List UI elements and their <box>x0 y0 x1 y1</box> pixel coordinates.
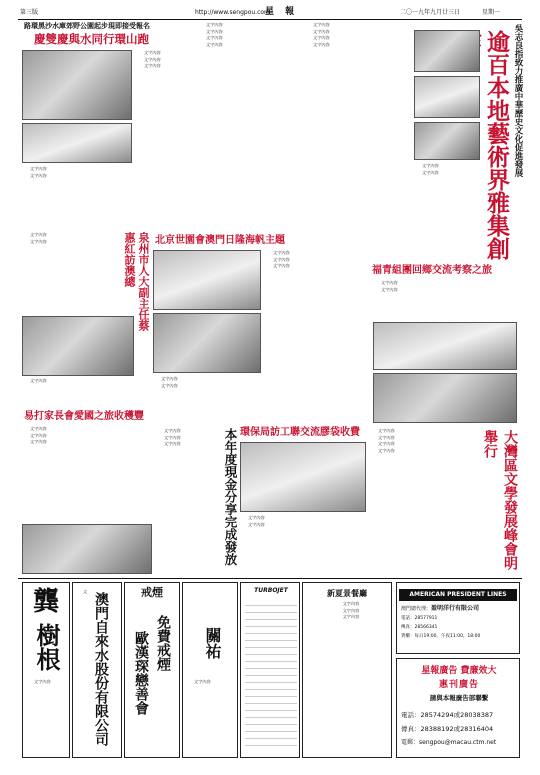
story1-kicker: 路環黑沙水庫郊野公園起步現即接受報名 <box>24 21 150 30</box>
ad5-logo: TURBOJET <box>254 587 288 594</box>
ad8-fax: 傳真：28388192或28316404 <box>401 725 494 733</box>
story1-body-right: 文字內容 文字內容 文字內容 <box>144 50 161 69</box>
story3-photo-tower <box>153 250 261 310</box>
masthead-url[interactable]: http://www.sengpou.com <box>195 9 270 16</box>
story2-body-col1: 文字內容 文字內容 文字內容 文字內容 <box>206 22 223 47</box>
story6-body: 文字內容 文字內容 <box>248 515 265 527</box>
ad4-title: 關祐 <box>203 627 222 659</box>
ad7-box[interactable] <box>396 582 520 654</box>
story6-headline: 環保局訪工聯交流膠袋收費 <box>240 427 360 438</box>
ad8-line3: 請與本報廣告部聯繫 <box>429 694 489 702</box>
story3-headline-right: 北京世園會澳門日隆海帆主題 <box>155 235 285 246</box>
ad8-box[interactable] <box>396 658 520 758</box>
story4-body: 文字內容 文字內容 <box>381 280 398 292</box>
ad7-agent-label: 澳門總代理： <box>401 606 432 612</box>
ad3-line1: 免費戒煙 <box>155 615 171 671</box>
ad6-box[interactable] <box>302 582 392 758</box>
story8-headline: 大灣區文學發展峰會明舉行 <box>482 430 518 570</box>
story1-photo-second <box>22 123 132 163</box>
story2-photo-top <box>414 30 480 72</box>
story3-body-right: 文字內容 文字內容 文字內容 <box>273 250 290 269</box>
story3-body-left-bottom: 文字內容 <box>30 378 47 383</box>
story3-headline-left: 泉州市人大副主任蔡惠紅訪澳總 <box>123 232 150 331</box>
ad3-line2: 歐漢琛戀善會 <box>133 631 149 715</box>
ad1-brand-bottom: 樹根 <box>32 623 61 671</box>
ad5-timetable <box>245 599 297 749</box>
ad8-line2: 惠刊廣告 <box>438 680 479 690</box>
ad6-details: 文字內容 文字內容 文字內容 <box>342 601 360 620</box>
story5-photo <box>22 524 152 574</box>
ad7-line1 <box>401 605 517 613</box>
paper-name: 星 報 <box>265 7 299 17</box>
story5-headline: 易打家長會愛國之旅收穫豐 <box>24 411 144 422</box>
page-label: 第三版 <box>20 9 39 16</box>
masthead-date: 二〇一九年九月廿三日 <box>400 9 461 16</box>
ad6-title: 新夏景餐廳 <box>327 588 367 598</box>
ad3-title: 戒煙 <box>141 586 163 599</box>
story4-photo-bottom <box>373 373 517 423</box>
ad7-banner: AMERICAN PRESIDENT LINES <box>399 589 517 601</box>
story2-headline: 逾百本地藝術界雅集創 <box>483 30 510 260</box>
masthead-rule <box>18 19 522 20</box>
story2-kicker: 吳志良指致力推廣中華歷史文化促進發展 <box>513 24 523 177</box>
story4-headline: 福青組團回鄉交流考察之旅 <box>372 265 492 276</box>
ad2-details: 文 <box>83 589 88 594</box>
story2-photo-bottom <box>414 122 480 160</box>
ad7-company: 盈明洋行有限公司 <box>431 605 480 612</box>
story3-photo-crowd <box>153 313 261 373</box>
story3-body-left: 文字內容 文字內容 <box>30 232 47 244</box>
story5-body: 文字內容 文字內容 文字內容 <box>30 426 47 445</box>
story7-headline: 本年度現金分享完成發放 <box>223 428 238 566</box>
ad7-line4: 貨櫃：每日19:00，午夜11:00，18:00 <box>401 634 481 639</box>
ad1-brand-top: 龔 <box>32 587 59 617</box>
ad8-tel: 電話：28574294或28038387 <box>401 711 494 719</box>
story2-body: 文字內容 文字內容 <box>422 163 439 175</box>
masthead-weekday: 星期一 <box>482 9 501 16</box>
ad8-line1: 星報廣告 費廉效大 <box>421 666 497 676</box>
story1-headline: 慶雙慶與水同行環山跑 <box>34 32 149 46</box>
story1-body-bottom: 文字內容 文字內容 <box>30 166 47 178</box>
ad1-box[interactable] <box>22 582 70 758</box>
ad4-details: 文字內容 <box>194 679 211 684</box>
ad3-box[interactable] <box>124 582 180 758</box>
ad7-line3: 傳真：28566341 <box>401 625 438 630</box>
ad7-line2: 電話：28577911 <box>401 616 438 621</box>
story1-photo-main <box>22 50 132 120</box>
story3-photo-left <box>22 316 134 376</box>
ad1-details: 文字內容 <box>34 679 51 684</box>
ad4-box[interactable] <box>182 582 238 758</box>
ads-rule <box>18 578 522 579</box>
story2-photo-mid <box>414 76 480 118</box>
story7-body: 文字內容 文字內容 文字內容 <box>164 428 181 447</box>
story3-body-bottom: 文字內容 文字內容 <box>161 376 178 388</box>
ad8-email[interactable]: 電郵：sengpou@macau.ctm.net <box>401 739 497 746</box>
ad5-box[interactable] <box>240 582 300 758</box>
ad2-box[interactable] <box>72 582 122 758</box>
story2-body-col2: 文字內容 文字內容 文字內容 文字內容 <box>313 22 330 47</box>
story6-photo <box>240 442 366 512</box>
masthead <box>20 8 520 18</box>
ad2-title: 澳門自來水股份有限公司 <box>93 592 109 746</box>
story4-photo-top <box>373 322 517 370</box>
story8-body: 文字內容 文字內容 文字內容 文字內容 <box>378 428 395 453</box>
